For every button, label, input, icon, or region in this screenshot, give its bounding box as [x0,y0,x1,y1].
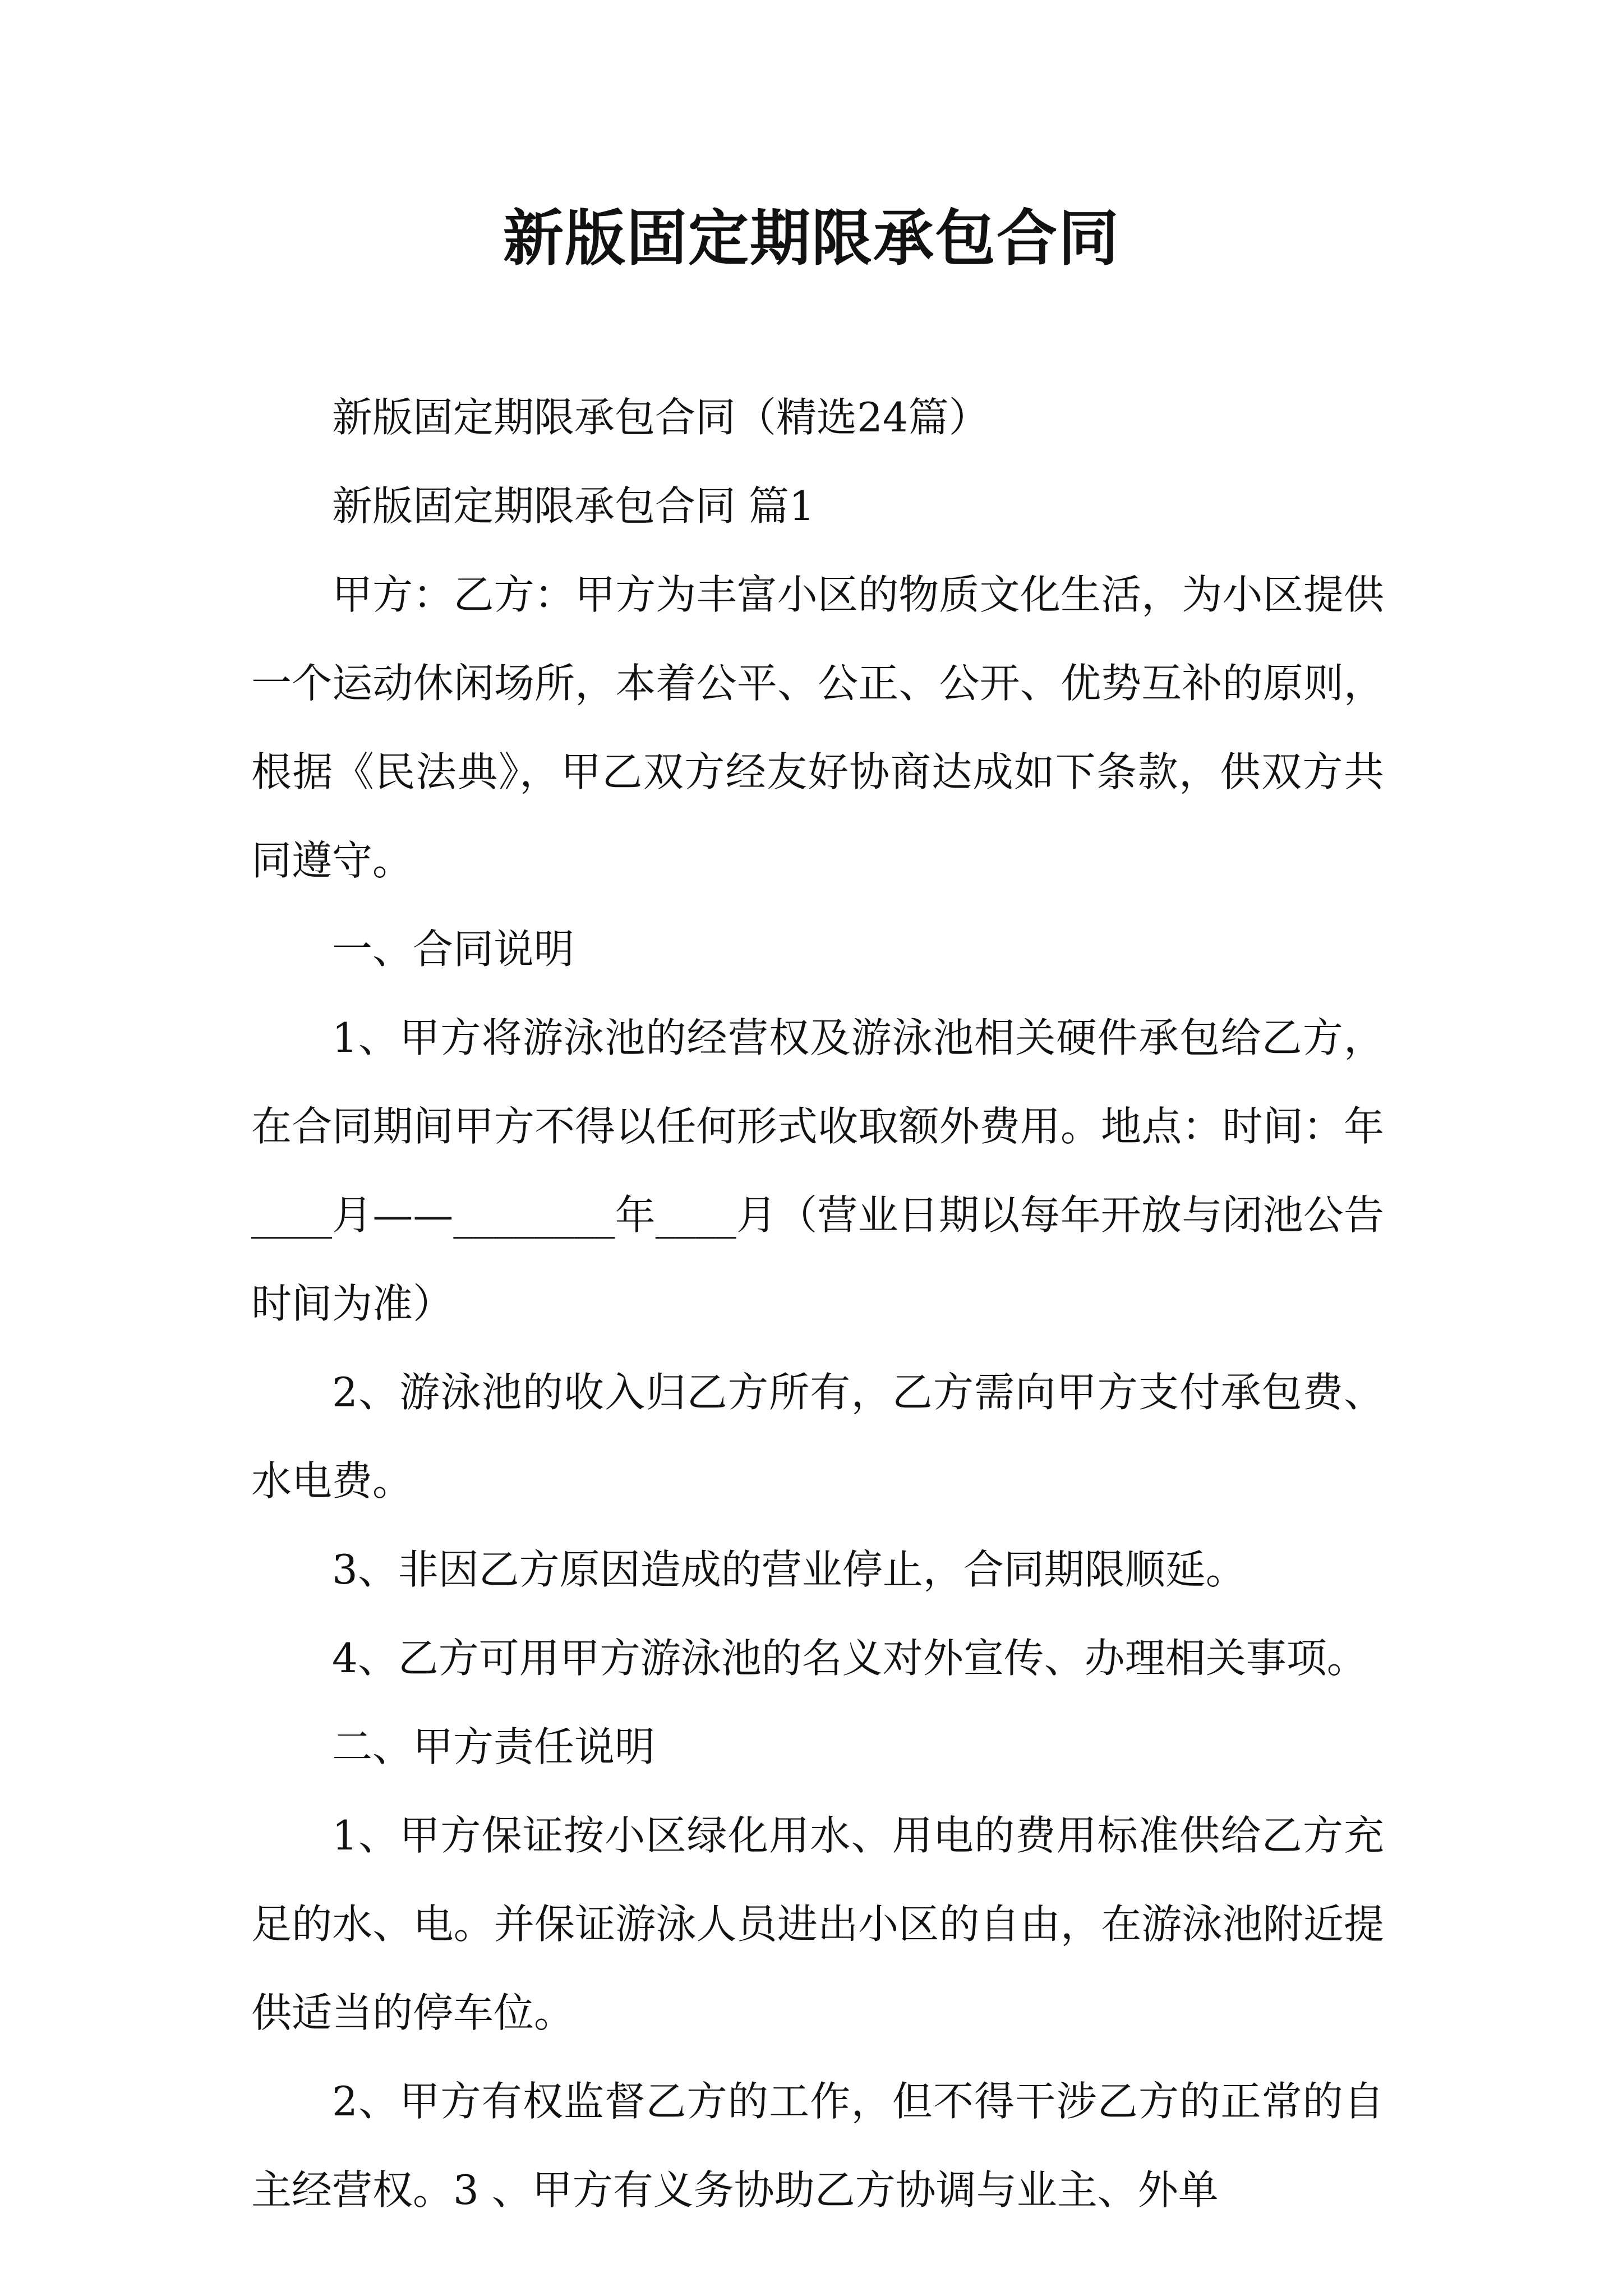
paragraph-heading-contract-description: 一、合同说明 [332,926,575,973]
document-title: 新版固定期限承包合同 [502,203,1120,274]
paragraph-clause: 2、甲方有权监督乙方的工作，但不得干涉乙方的正常的自主经营权。3 、甲方有义务协助乙方协调与业主、外单 [251,2078,1384,2214]
paragraph-subtitle: 新版固定期限承包合同（精选24篇） [332,394,989,441]
paragraph-section-heading: 新版固定期限承包合同 篇1 [332,482,815,530]
paragraph-clause: 1、甲方将游泳池的经营权及游泳池相关硬件承包给乙方，在合同期间甲方不得以任何形式收取额外费用。地点：时间：年____月——________年____月（营业日期以每年开放与闭池公告时间为准） [251,1014,1384,1327]
paragraph-clause: 1、甲方保证按小区绿化用水、用电的费用标准供给乙方充足的水、电。并保证游泳人员进出小区的自由，在游泳池附近提供适当的停车位。 [251,1812,1384,2036]
paragraph-clause: 3、非因乙方原因造成的营业停止，合同期限顺延。 [332,1546,1246,1593]
paragraph-clause: 2、游泳池的收入归乙方所有，乙方需向甲方支付承包费、水电费。 [251,1369,1384,1504]
paragraph-clause: 4、乙方可用甲方游泳池的名义对外宣传、办理相关事项。 [332,1635,1367,1682]
paragraph-preamble: 甲方：乙方：甲方为丰富小区的物质文化生活，为小区提供一个运动休闲场所，本着公平、公正、公开、优势互补的原则，根据《民法典》，甲乙双方经友好协商达成如下条款，供双方共同遵守。 [251,571,1384,884]
document-body [251,373,1384,2234]
paragraph-heading-party-a-duties: 二、甲方责任说明 [332,1723,656,1770]
